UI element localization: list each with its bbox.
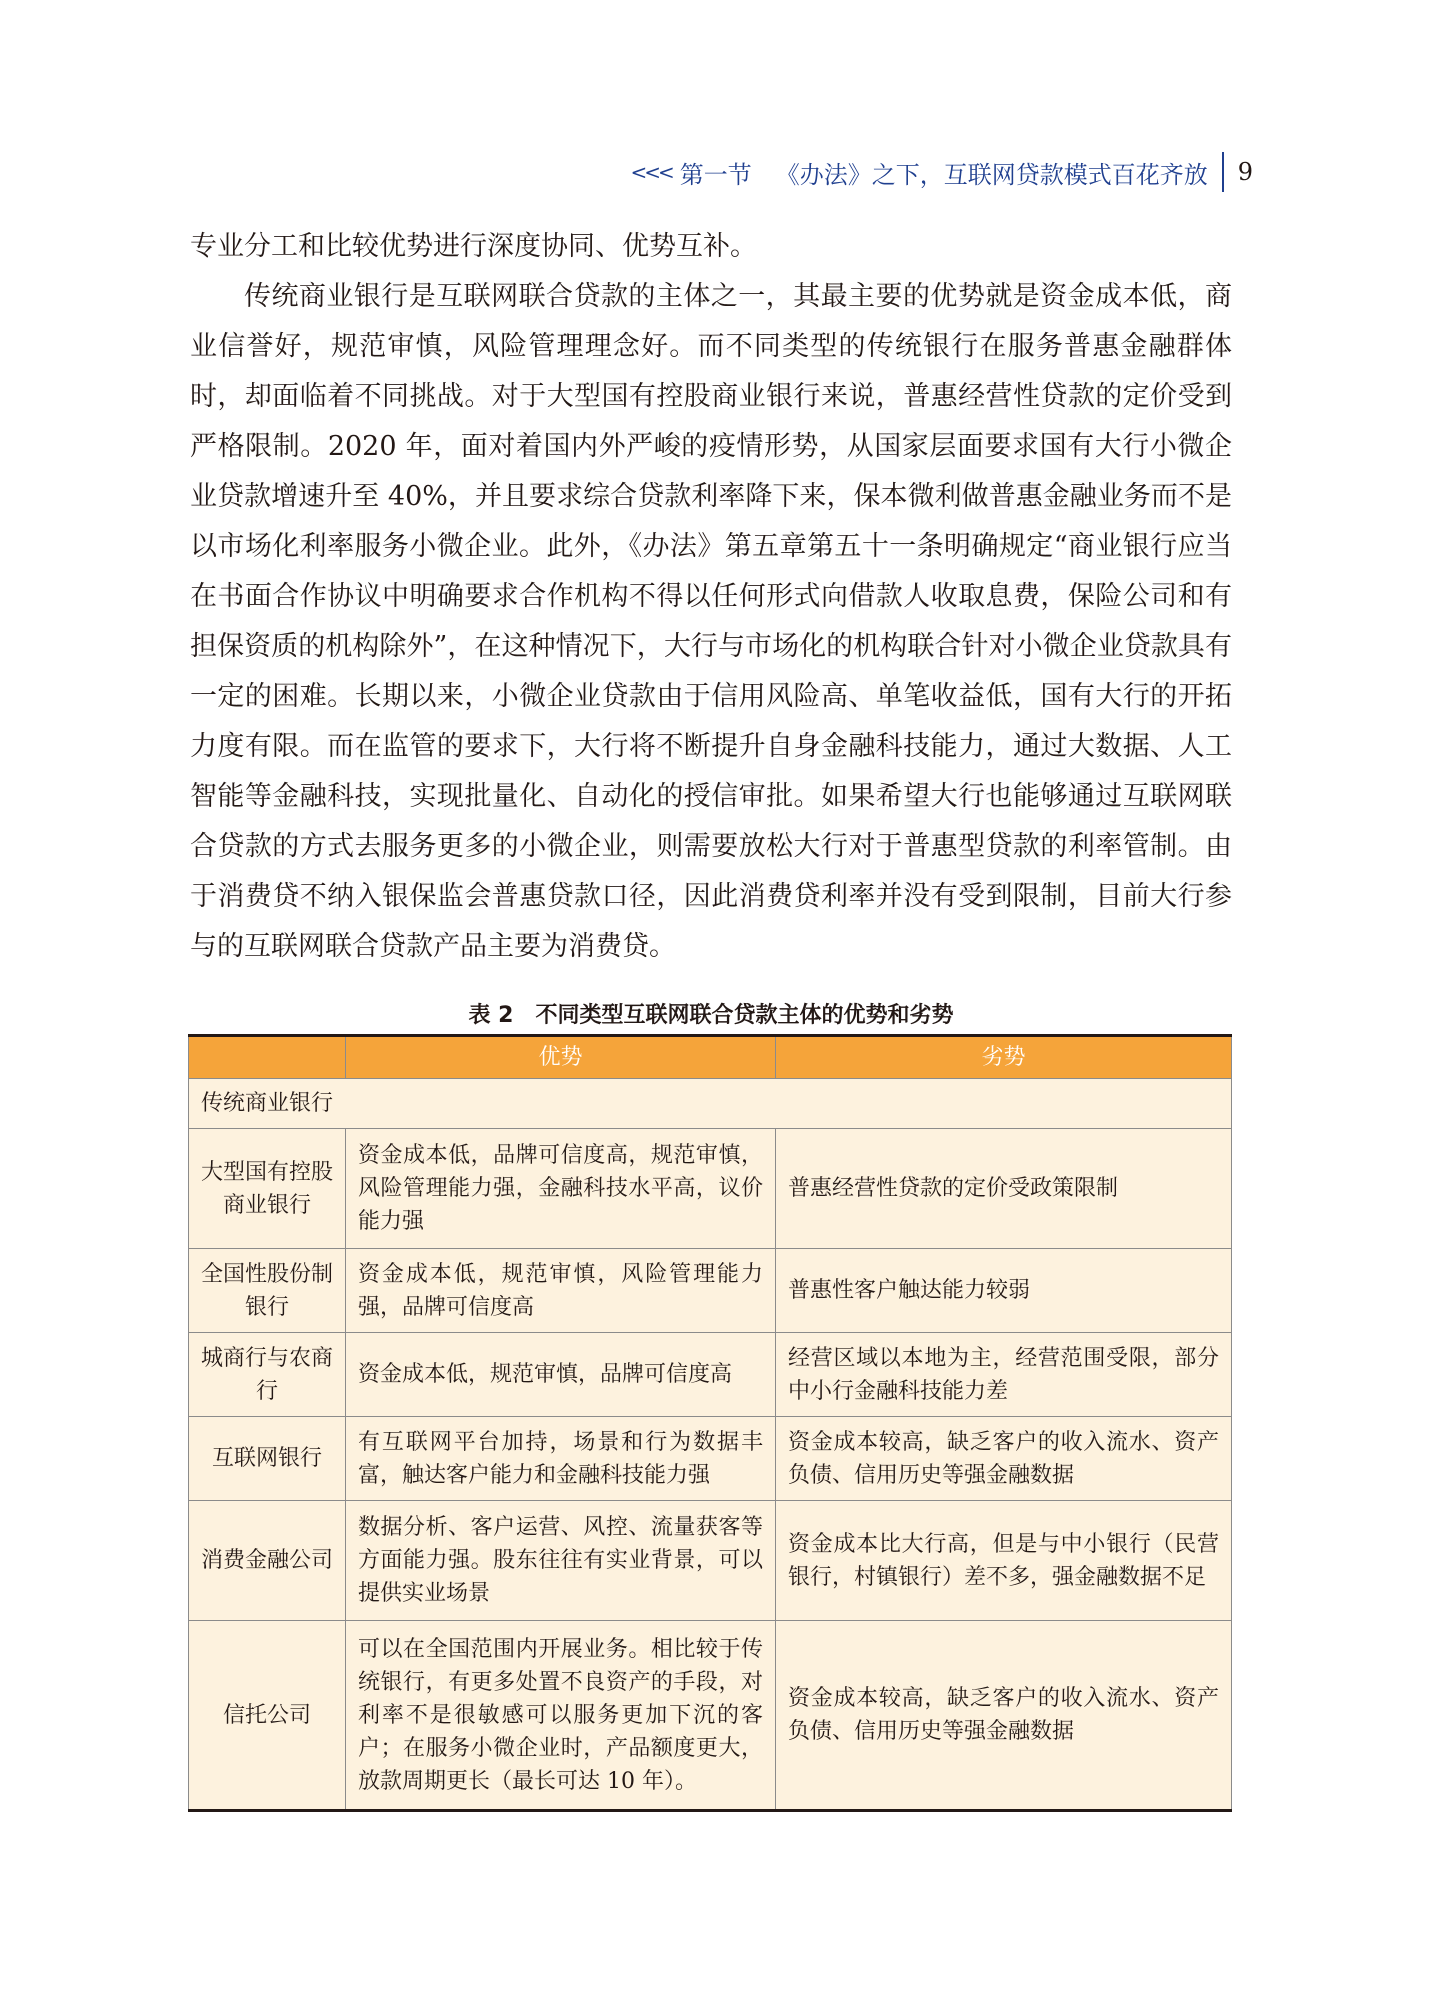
table-row: [189, 1621, 1232, 1811]
chevrons-icon: <<<: [630, 160, 672, 184]
paragraph: 传统商业银行是互联网联合贷款的主体之一，其最主要的优势就是资金成本低，商业信誉好，规范审慎，风险管理理念好。而不同类型的传统银行在服务普惠金融群体时，却面临着不同挑战。对于大型国有控股商业银行来说，普惠经营性贷款的定价受到严格限制。2020 年，面对着国内外严峻的疫情形势，从国家层面要求国有大行小微企业贷款增速升至 40%，并且要求综合贷款利率降下来，保本微利做普惠金融业务而不是以市场化利率服务小微企业。此外，《办法》第五章第五十一条明确规定“商业银行应当在书面合作协议中明确要求合作机构不得以任何形式向借款人收取息费，保险公司和有担保资质的机构除外”，在这种情况下，大行与市场化的机构联合针对小微企业贷款具有一定的困难。长期以来，小微企业贷款由于信用风险高、单笔收益低，国有大行的开拓力度有限。而在监管的要求下，大行将不断提升自身金融科技能力，通过大数据、人工智能等金融科技，实现批量化、自动化的授信审批。如果希望大行也能够通过互联网联合贷款的方式去服务更多的小微企业，则需要放松大行对于普惠型贷款的利率管制。由于消费贷不纳入银保监会普惠贷款口径，因此消费贷利率并没有受到限制，目前大行参与的互联网联合贷款产品主要为消费贷。: [190, 281, 1232, 962]
table-header-row: [189, 1036, 1232, 1079]
category-cell: 城商行与农商行: [189, 1333, 346, 1417]
advantage-cell: 资金成本低，品牌可信度高，规范审慎，风险管理能力强，金融科技水平高，议价能力强: [346, 1129, 776, 1249]
category-cell: 消费金融公司: [189, 1501, 346, 1621]
page-number: 9: [1237, 158, 1253, 186]
table-caption: 表 2 不同类型互联网联合贷款主体的优势和劣势: [468, 1003, 954, 1028]
header-cell-empty: [189, 1036, 346, 1079]
disadvantage-cell: 资金成本比大行高，但是与中小银行（民营银行，村镇银行）差不多，强金融数据不足: [776, 1501, 1232, 1621]
table-section-row: [189, 1079, 1232, 1129]
disadvantage-cell: 资金成本较高，缺乏客户的收入流水、资产负债、信用历史等强金融数据: [776, 1417, 1232, 1501]
running-header: [630, 152, 1253, 192]
category-cell: 信托公司: [189, 1621, 346, 1811]
advantage-cell: 数据分析、客户运营、风控、流量获客等方面能力强。股东往往有实业背景，可以提供实业场景: [346, 1501, 776, 1621]
header-cell-disadvantage: 劣势: [776, 1036, 1232, 1079]
disadvantage-cell: 经营区域以本地为主，经营范围受限，部分中小行金融科技能力差: [776, 1333, 1232, 1417]
advantage-cell: 可以在全国范围内开展业务。相比较于传统银行，有更多处置不良资产的手段，对利率不是很敏感可以服务更加下沉的客户；在服务小微企业时，产品额度更大，放款周期更长（最长可达 10 年）。: [346, 1621, 776, 1811]
header-divider: [1222, 152, 1224, 192]
comparison-table: [188, 1034, 1232, 1812]
category-cell: 大型国有控股商业银行: [189, 1129, 346, 1249]
disadvantage-cell: 普惠性客户触达能力较弱: [776, 1249, 1232, 1333]
section-title: 《办法》之下，互联网贷款模式百花齐放: [775, 160, 1208, 189]
disadvantage-cell: 资金成本较高，缺乏客户的收入流水、资产负债、信用历史等强金融数据: [776, 1621, 1232, 1811]
table-row: [189, 1333, 1232, 1417]
section-label-cell: 传统商业银行: [189, 1079, 1232, 1129]
table-row: [189, 1417, 1232, 1501]
advantage-cell: 资金成本低，规范审慎，风险管理能力强，品牌可信度高: [346, 1249, 776, 1333]
table-row: [189, 1501, 1232, 1621]
category-cell: 全国性股份制银行: [189, 1249, 346, 1333]
paragraph: 专业分工和比较优势进行深度协同、优势互补。: [190, 231, 757, 262]
advantage-cell: 有互联网平台加持，场景和行为数据丰富，触达客户能力和金融科技能力强: [346, 1417, 776, 1501]
category-cell: 互联网银行: [189, 1417, 346, 1501]
table-row: [189, 1249, 1232, 1333]
body-text: [190, 222, 1232, 972]
header-cell-advantage: 优势: [346, 1036, 776, 1079]
section-label: 第一节: [679, 160, 752, 189]
disadvantage-cell: 普惠经营性贷款的定价受政策限制: [776, 1129, 1232, 1249]
table-row: [189, 1129, 1232, 1249]
advantage-cell: 资金成本低，规范审慎，品牌可信度高: [346, 1333, 776, 1417]
